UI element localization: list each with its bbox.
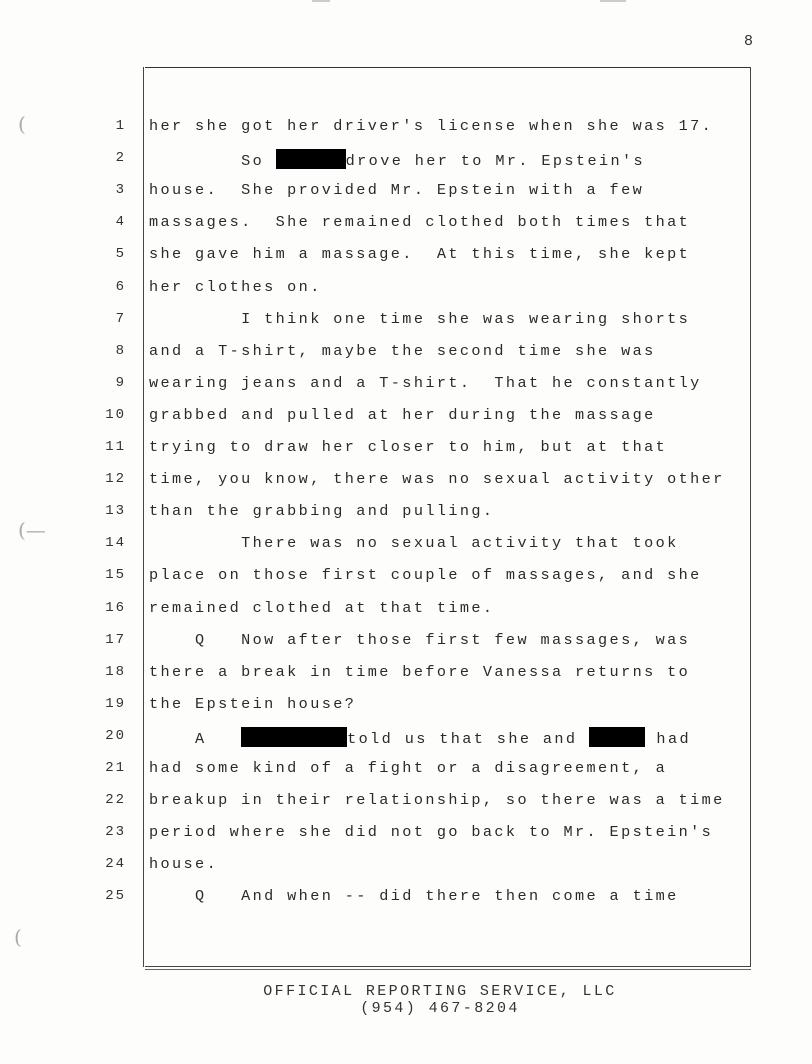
transcript-line [149, 245, 690, 263]
transcript-line [149, 727, 691, 748]
line-text: place on those first couple of massages, and she [149, 566, 702, 585]
transcript-line [149, 213, 690, 231]
redaction-box [276, 149, 346, 169]
transcript-line [149, 181, 644, 199]
line-number: 10 [105, 406, 126, 423]
transcript-line [149, 470, 725, 488]
line-number: 12 [105, 471, 126, 488]
transcript-line [149, 534, 679, 552]
line-number: 11 [105, 439, 126, 455]
line-text: told us that she and [347, 729, 589, 748]
line-text: wearing jeans and a T-shirt. That he constantly [149, 373, 702, 392]
line-text: period where she did not go back to Mr. Epstein's [149, 823, 714, 842]
line-text: breakup in their relationship, so there was a time [149, 791, 725, 810]
line-number: 22 [105, 792, 126, 809]
line-number: 14 [105, 535, 126, 552]
margin-mark: ( [18, 112, 26, 136]
line-text: There was no sexual activity that took [149, 534, 679, 553]
line-number: 13 [105, 503, 126, 520]
transcript-line [149, 791, 725, 809]
transcript-line [149, 759, 667, 777]
frame-left-border [143, 67, 144, 967]
transcript-line [149, 695, 356, 713]
line-text: Q And when -- did there then come a time [149, 887, 679, 906]
transcript-line [149, 438, 667, 456]
footer-company: OFFICIAL REPORTING SERVICE, LLC [263, 983, 617, 1000]
line-number: 19 [105, 695, 126, 712]
transcript-line [149, 823, 713, 841]
line-number: 5 [115, 246, 126, 263]
line-text: Q Now after those first few massages, was [149, 630, 691, 649]
line-number: 9 [115, 374, 126, 391]
transcript-line [149, 663, 690, 681]
line-text: A [149, 729, 242, 748]
transcript-line [149, 566, 702, 584]
transcript-line [149, 310, 690, 328]
line-number: 16 [105, 599, 126, 616]
line-text: her she got her driver's license when she was 17. [149, 117, 714, 135]
line-text: she gave him a massage. At this time, she kept [149, 245, 691, 264]
line-number: 18 [105, 663, 126, 680]
transcript-line [149, 887, 679, 905]
frame-right-border [750, 67, 751, 967]
scan-artifact [312, 0, 330, 2]
line-text: drove her to Mr. Epstein's [345, 152, 646, 171]
line-number: 8 [115, 342, 126, 359]
line-text: had some kind of a fight or a disagreement, a [149, 759, 668, 777]
redaction-box [241, 727, 347, 747]
line-text: and a T-shirt, maybe the second time she was [149, 341, 656, 360]
margin-mark: ( [14, 925, 22, 949]
line-text: than the grabbing and pulling. [149, 502, 495, 521]
transcript-line [149, 278, 322, 296]
transcript-line [149, 117, 713, 135]
transcript-line [149, 374, 702, 392]
transcript-line [149, 631, 690, 649]
transcript-line [149, 149, 645, 170]
page-number: 8 [744, 33, 754, 50]
line-number: 4 [115, 214, 126, 231]
line-text: the Epstein house? [149, 694, 357, 713]
line-number: 1 [115, 118, 126, 134]
footer-phone: (954) 467-8204 [360, 1000, 520, 1017]
transcript-line [149, 406, 656, 424]
line-text: remained clothed at that time. [149, 598, 495, 617]
line-number: 24 [105, 856, 126, 873]
line-text: grabbed and pulled at her during the massage [149, 405, 656, 424]
transcript-line [149, 342, 656, 360]
line-text: I think one time she was wearing shorts [149, 309, 691, 328]
frame-bottom-border-inner [145, 969, 751, 970]
line-number: 23 [105, 824, 126, 841]
transcript-line [149, 855, 218, 873]
line-text: massages. She remained clothed both times that [149, 213, 691, 232]
line-number: 15 [105, 567, 126, 584]
line-number: 3 [115, 182, 126, 199]
line-text: house. She provided Mr. Epstein with a few [149, 181, 645, 200]
line-number: 7 [115, 310, 126, 327]
scan-artifact [600, 0, 626, 2]
line-text: her clothes on. [149, 277, 322, 296]
line-number: 25 [105, 888, 126, 905]
frame-bottom-border [145, 966, 751, 967]
frame-top-border [145, 67, 751, 68]
transcript-line [149, 502, 494, 520]
line-text: time, you know, there was no sexual activity other [149, 470, 725, 489]
margin-mark: (— [18, 518, 46, 542]
line-text: house. [149, 855, 219, 874]
line-number: 17 [105, 631, 126, 648]
line-number: 20 [105, 727, 126, 744]
transcript-line [149, 599, 494, 617]
line-number: 2 [115, 150, 126, 167]
line-text: had [644, 729, 691, 748]
line-text: So [149, 152, 276, 171]
redaction-box [589, 727, 645, 747]
line-number: 21 [105, 760, 126, 776]
line-number: 6 [115, 278, 126, 295]
line-text: there a break in time before Vanessa returns to [149, 662, 691, 681]
line-text: trying to draw her closer to him, but at that [149, 438, 668, 456]
